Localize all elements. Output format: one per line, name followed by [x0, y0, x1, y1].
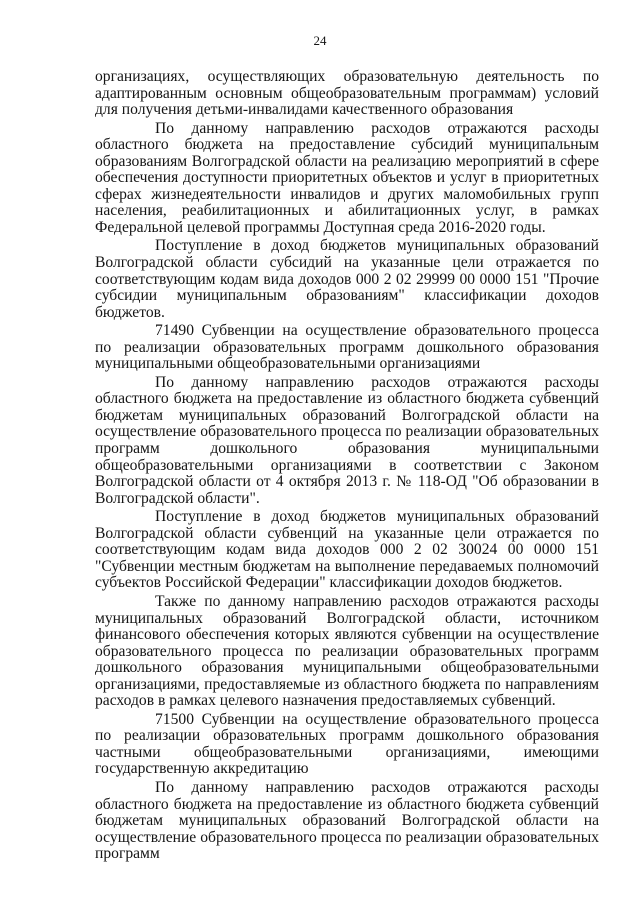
document-body: [95, 69, 599, 863]
paragraph: Поступление в доход бюджетов муниципальных образований Волгоградской области субвенций на указанные цели отражается по соответствующим кодам вида доходов 000 2 02 30024 00 0000 151 "Субвенции местным бюджетам на выполнение передаваемых полномочий субъектов Российской Федерации" классификации доходов бюджетов.: [95, 508, 599, 592]
paragraph: Поступление в доход бюджетов муниципальных образований Волгоградской области субсидий на указанные цели отражается по соответствующим кодам вида доходов 000 2 02 29999 00 0000 151 "Прочие субсидии муниципальным образованиям" классификации доходов бюджетов.: [95, 237, 599, 321]
page-number: 24: [313, 33, 327, 48]
section-heading-71490: 71490 Субвенции на осуществление образовательного процесса по реализации образовательных программ дошкольного образования муниципальными общеобразовательными организациями: [95, 322, 599, 373]
paragraph: По данному направлению расходов отражаются расходы областного бюджета на предоставление из областного бюджета субвенций бюджетам муниципальных образований Волгоградской области на осуществление образовательного процесса по реализации образовательных программ дошкольного образования муниципальными общеобразовательными организациями в соответствии с Законом Волгоградской области от 4 октября 2013 г. № 118-ОД "Об образовании в Волгоградской области".: [95, 373, 599, 507]
paragraph: По данному направлению расходов отражаются расходы областного бюджета на предоставление субсидий муниципальным образованиям Волгоградской области на реализацию мероприятий в сфере обеспечения доступности приоритетных объектов и услуг в приоритетных сферах жизнедеятельности инвалидов и других маломобильных групп населения, реабилитационных и абилитационных услуг, в рамках Федеральной целевой программы Доступная среда 2016-2020 годы.: [95, 119, 599, 236]
paragraph: Также по данному направлению расходов отражаются расходы муниципальных образований Волгоградской области, источником финансового обеспечения которых являются субвенции на осуществление образовательного процесса по реализации образовательных программ дошкольного образования муниципальными общеобразовательными организациями, предоставляемые из областного бюджета по направлениям расходов в рамках целевого назначения предоставляемых субвенций.: [95, 592, 599, 710]
paragraph-continuation: организациях, осуществляющих образовательную деятельность по адаптированным основным общеобразовательным программам) условий для получения детьми-инвалидами качественного образования: [95, 68, 599, 119]
paragraph-continues: По данному направлению расходов отражаются расходы областного бюджета на предоставление из областного бюджета субвенций бюджетам муниципальных образований Волгоградской области на осуществление образовательного процесса по реализации образовательных программ: [95, 778, 599, 863]
section-heading-71500: 71500 Субвенции на осуществление образовательного процесса по реализации образовательных программ дошкольного образования частными общеобразовательными организациями, имеющими государственную аккредитацию: [95, 710, 599, 778]
